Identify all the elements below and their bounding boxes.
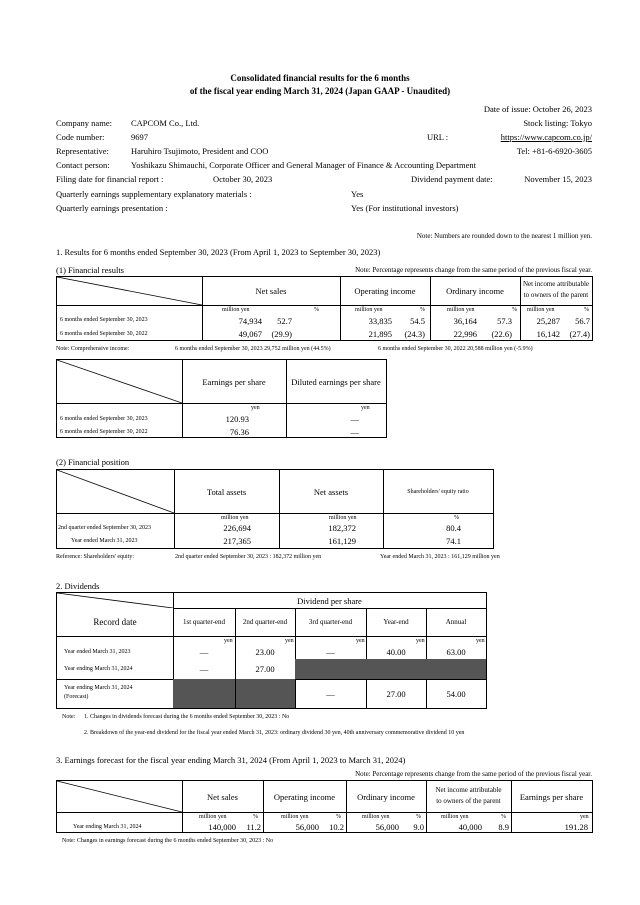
- cell-value: —: [199, 664, 209, 674]
- col-net-income-2: to owners of the parent: [436, 797, 501, 805]
- cell-value: 10.2: [329, 822, 344, 832]
- record-date-header: Record date: [93, 617, 137, 627]
- dividends-heading: 2. Dividends: [56, 581, 100, 591]
- cell-value: 217,365: [223, 536, 251, 546]
- unit: %: [512, 307, 517, 313]
- reference-2022: Year ended March 31, 2023 : 161,129 million yen: [380, 554, 500, 560]
- cell-value: —: [326, 689, 335, 699]
- row-label: Year ending March 31, 2024: [64, 666, 133, 672]
- representative-label: Representative:: [56, 146, 109, 156]
- col-eps: Earnings per share: [202, 377, 266, 387]
- dividend-note-prefix: Note:: [62, 714, 76, 720]
- row-label: 6 months ended September 30, 2023: [60, 416, 148, 422]
- dividend-payment-date: November 15, 2023: [524, 174, 592, 184]
- diagonal-line: [57, 360, 182, 403]
- cell-value: 23.00: [255, 647, 275, 657]
- cell-value: 80.4: [446, 523, 461, 533]
- forecast-percentage-note: Note: Percentage represents change from the same period of the previous fiscal year.: [355, 770, 592, 778]
- row-label: 6 months ended September 30, 2022: [60, 331, 148, 337]
- col-total-assets: Total assets: [206, 487, 247, 497]
- dividend-note-1: 1. Changes in dividends forecast during the 6 months ended September 30, 2023 : No: [84, 714, 290, 720]
- cell-value: 9.0: [413, 822, 424, 832]
- unit: million yen: [441, 814, 469, 820]
- unit: yen: [416, 638, 425, 644]
- col-equity-ratio: Shareholders' equity ratio: [407, 489, 469, 495]
- unit: %: [501, 814, 506, 820]
- section1-title: 1. Results for 6 months ended September 30, 2023 (From April 1, 2023 to September 30, 2023): [56, 247, 381, 257]
- cell-value: 120.93: [225, 414, 249, 424]
- unit: yen: [251, 405, 260, 411]
- unit: million yen: [355, 307, 383, 313]
- cell-value: 36,164: [453, 316, 477, 326]
- col-operating-income: Operating income: [273, 792, 336, 802]
- cell-value: 74,934: [238, 316, 262, 326]
- cell-value: 54.5: [410, 316, 425, 326]
- cell-value: 27.00: [386, 689, 406, 699]
- stock-listing: Stock listing: Tokyo: [523, 118, 592, 128]
- cell-value: 33,835: [368, 316, 392, 326]
- not-applicable-block: [173, 679, 295, 708]
- col-ordinary-income: Ordinary income: [357, 792, 415, 802]
- cell-value: 52.7: [277, 316, 292, 326]
- code-label: Code number:: [56, 132, 105, 142]
- title-line2: of the fiscal year ending March 31, 2024 (Japan GAAP - Unaudited): [189, 86, 451, 96]
- col-eps: Earnings per share: [519, 792, 584, 802]
- unit: million yen: [447, 307, 475, 313]
- row-label: 6 months ended September 30, 2023: [60, 317, 148, 323]
- cell-value: 54.00: [446, 689, 466, 699]
- reference-2023: 2nd quarter ended September 30, 2023 : 182,372 million yen: [175, 554, 322, 560]
- col-3rd-quarter: 3rd quarter-end: [308, 618, 353, 626]
- financial-results-heading: (1) Financial results: [56, 265, 124, 275]
- unit: million yen: [527, 307, 555, 313]
- cell-value: 21,895: [368, 329, 392, 339]
- col-net-sales: Net sales: [255, 286, 287, 296]
- dividends-table: [56, 592, 487, 709]
- unit: yen: [361, 405, 370, 411]
- forecast-table: [56, 780, 593, 833]
- unit: yen: [476, 638, 485, 644]
- financial-position-heading: (2) Financial position: [56, 457, 130, 467]
- unit: %: [416, 814, 421, 820]
- contact-label: Contact person:: [56, 160, 110, 170]
- cell-value: 76.36: [229, 427, 249, 437]
- comprehensive-income-label: Note: Comprehensive income:: [56, 346, 130, 352]
- financial-position-table: [56, 469, 494, 549]
- col-net-income-1: Net income attributable: [522, 280, 590, 288]
- dividend-payment-label: Dividend payment date:: [411, 174, 493, 184]
- unit: %: [253, 814, 258, 820]
- col-1st-quarter: 1st quarter-end: [182, 618, 226, 626]
- unit: %: [314, 307, 319, 313]
- unit: million yen: [362, 814, 390, 820]
- col-diluted-eps: Diluted earnings per share: [291, 377, 381, 387]
- unit: yen: [224, 638, 233, 644]
- cell-value: 40,000: [458, 822, 482, 832]
- cell-value: 140,000: [208, 822, 236, 832]
- col-2nd-quarter: 2nd quarter-end: [242, 618, 288, 626]
- unit: %: [420, 307, 425, 313]
- diagonal-line: [57, 470, 174, 513]
- filing-label: Filing date for financial report :: [56, 174, 164, 184]
- unit: %: [584, 307, 589, 313]
- percentage-note: Note: Percentage represents change from the same period of the previous fiscal year.: [355, 266, 592, 274]
- cell-value: 182,372: [328, 523, 356, 533]
- cell-value: (22.6): [491, 329, 512, 339]
- col-annual: Annual: [445, 618, 467, 626]
- cell-value: (29.9): [271, 329, 292, 339]
- cell-value: 57.3: [497, 316, 512, 326]
- cell-value: 56,000: [375, 822, 399, 832]
- row-label: Year ended March 31, 2023: [71, 538, 138, 544]
- unit: million yen: [222, 307, 250, 313]
- row-label: Year ending March 31, 2024: [73, 824, 142, 830]
- supplementary-label: Quarterly earnings supplementary explanatory materials :: [56, 189, 252, 199]
- col-net-income-1: Net income attributable: [435, 786, 502, 794]
- representative: Haruhiro Tsujimoto, President and COO: [131, 146, 269, 156]
- supplementary-value: Yes: [351, 189, 364, 199]
- cell-value: 11.2: [246, 822, 261, 832]
- url-label: URL :: [427, 132, 449, 142]
- unit: %: [336, 814, 341, 820]
- unit: million yen: [329, 515, 357, 521]
- code-number: 9697: [131, 132, 148, 142]
- url-link[interactable]: https://www.capcom.co.jp/: [500, 132, 592, 142]
- cell-value: 27.00: [255, 664, 275, 674]
- col-ordinary-income: Ordinary income: [446, 286, 504, 296]
- row-label: 2nd quarter ended September 30, 2023: [58, 525, 151, 531]
- cell-value: 8.9: [498, 822, 509, 832]
- cell-value: 40.00: [386, 647, 406, 657]
- comprehensive-income-2022: 6 months ended September 30, 2022 20,588 million yen (-5.9%): [378, 346, 533, 352]
- cell-value: 74.1: [446, 536, 461, 546]
- col-net-income-2: to owners of the parent: [523, 291, 589, 299]
- title-line1: Consolidated financial results for the 6 months: [230, 73, 410, 83]
- col-net-assets: Net assets: [313, 487, 349, 497]
- diagonal-line: [57, 277, 202, 305]
- cell-value: —: [350, 427, 359, 437]
- presentation-value: Yes (For institutional investors): [351, 203, 459, 213]
- cell-value: 63.00: [446, 647, 466, 657]
- company-name-label: Company name:: [56, 118, 112, 128]
- cell-value: 226,694: [223, 523, 251, 533]
- company-name: CAPCOM Co., Ltd.: [131, 118, 200, 128]
- presentation-label: Quarterly earnings presentation :: [56, 203, 168, 213]
- filing-date: October 30, 2023: [213, 174, 273, 184]
- rounding-note: Note: Numbers are rounded down to the nearest 1 million yen.: [416, 232, 592, 240]
- contact-person: Yoshikazu Shimauchi, Corporate Officer and General Manager of Finance & Accounting Department: [131, 160, 477, 170]
- forecast-note: Note: Changes in earnings forecast during the 6 months ended September 30, 2023 : No: [62, 838, 274, 844]
- cell-value: —: [350, 414, 359, 424]
- row-label: Year ended March 31, 2023: [64, 649, 131, 655]
- col-operating-income: Operating income: [354, 286, 416, 296]
- cell-value: 56,000: [295, 822, 319, 832]
- row-label-forecast: (Forecast): [64, 694, 89, 700]
- cell-value: 22,996: [453, 329, 477, 339]
- col-net-sales: Net sales: [207, 792, 238, 802]
- cell-value: 16,142: [536, 329, 560, 339]
- cell-value: 25,287: [536, 316, 560, 326]
- cell-value: 161,129: [328, 536, 356, 546]
- unit: million yen: [199, 814, 227, 820]
- diagonal-line: [57, 781, 182, 812]
- cell-value: —: [199, 647, 209, 657]
- forecast-heading: 3. Earnings forecast for the fiscal year ending March 31, 2024 (From April 1, 2023 to March 31, 2024): [56, 755, 406, 765]
- financial-results-table: [56, 276, 593, 341]
- cell-value: (24.3): [404, 329, 425, 339]
- cell-value: —: [326, 647, 335, 657]
- dividend-per-share-header: Dividend per share: [297, 596, 362, 606]
- dividend-note-2: 2. Breakdown of the year-end dividend for the fiscal year ended March 31, 2023: ordinary dividend 30 yen, 40th anniversary commemorative dividend 10 yen: [84, 730, 465, 736]
- not-applicable-block: [295, 659, 486, 679]
- cell-value: (27.4): [569, 329, 590, 339]
- row-label: 6 months ended September 30, 2022: [60, 429, 148, 435]
- col-year-end: Year-end: [383, 618, 409, 626]
- row-label: Year ending March 31, 2024: [64, 685, 133, 691]
- diagonal-line: [57, 593, 173, 608]
- unit: yen: [580, 814, 589, 820]
- unit: million yen: [221, 515, 249, 521]
- reference-label: Reference: Shareholders' equity:: [56, 554, 135, 560]
- comprehensive-income-2023: 6 months ended September 30, 2023 29,752 million yen (44.5%): [175, 346, 331, 352]
- cell-value: 191.28: [564, 822, 588, 832]
- eps-table: [56, 359, 387, 438]
- unit: yen: [285, 638, 294, 644]
- unit: yen: [356, 638, 365, 644]
- telephone: Tel: +81-6-6920-3605: [516, 146, 592, 156]
- cell-value: 49,067: [238, 329, 262, 339]
- date-of-issue: Date of issue: October 26, 2023: [483, 104, 592, 114]
- unit: %: [454, 515, 459, 521]
- unit: million yen: [281, 814, 309, 820]
- cell-value: 56.7: [575, 316, 590, 326]
